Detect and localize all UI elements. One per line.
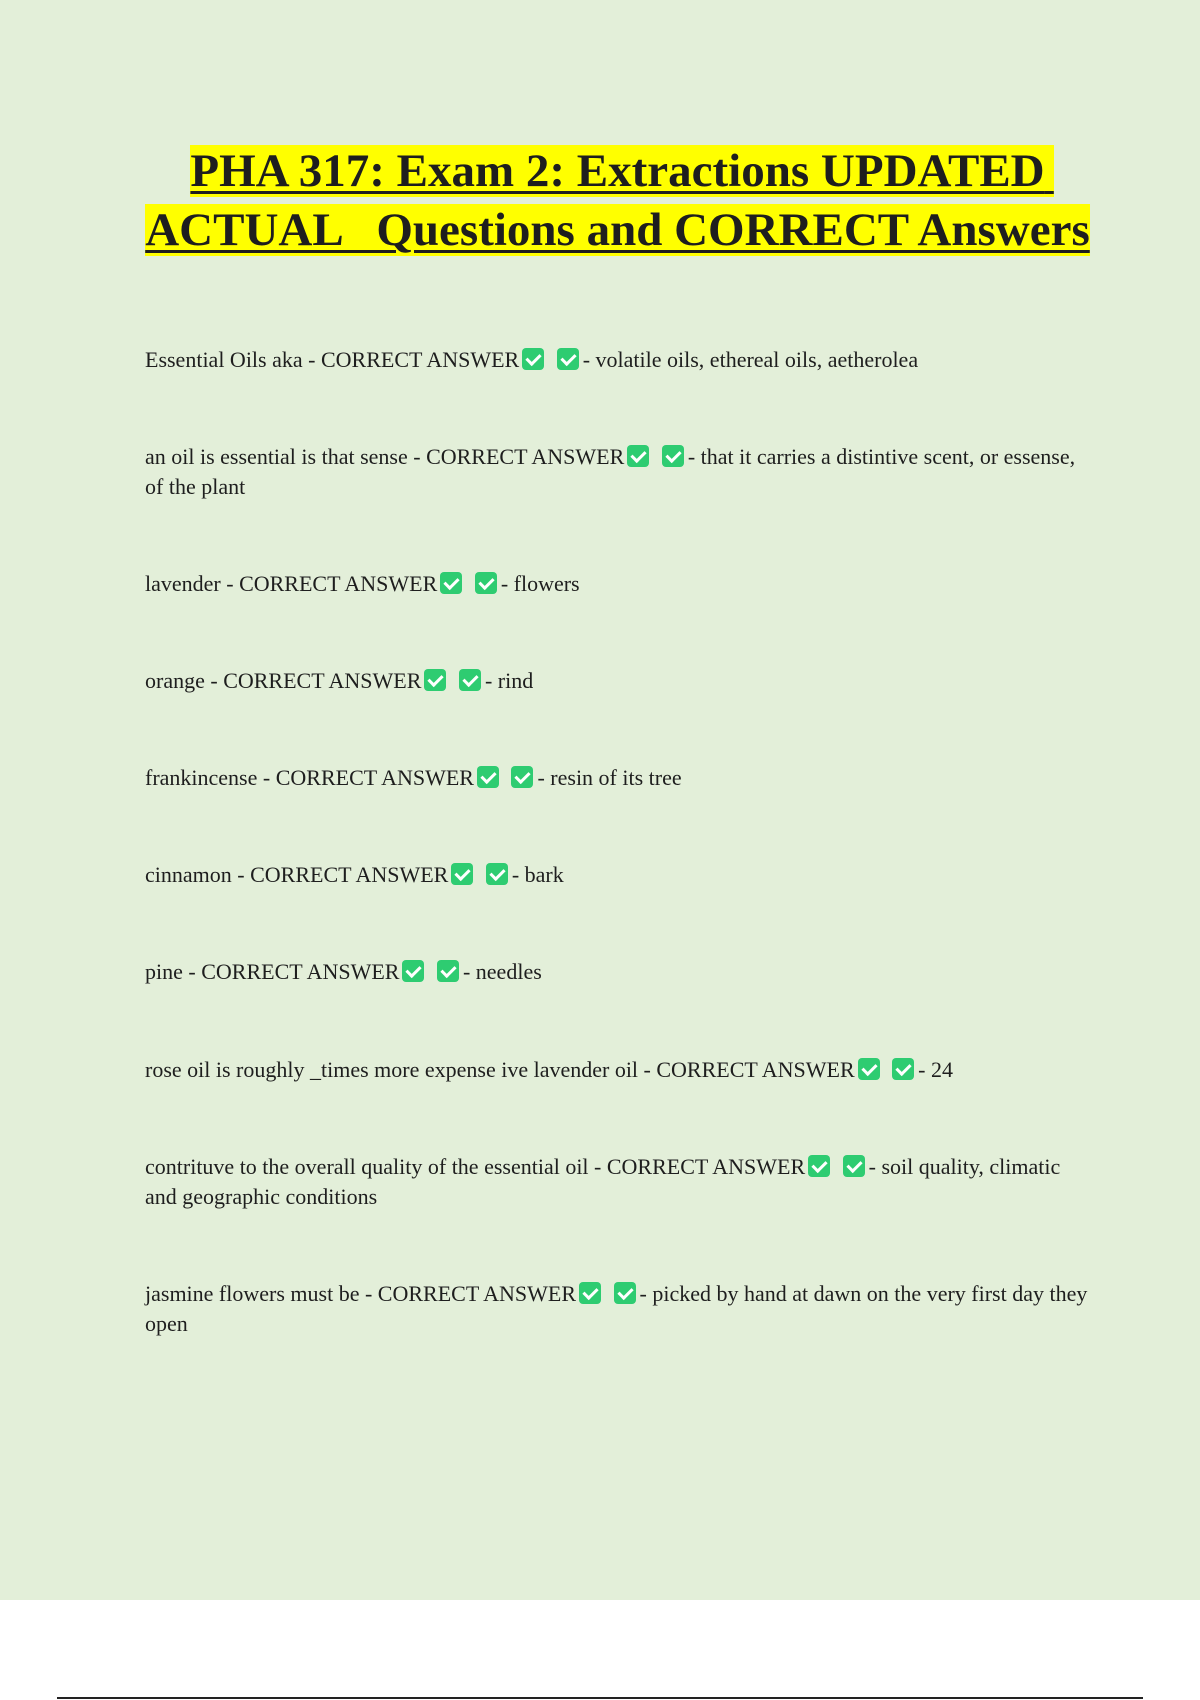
qa-item: orange - CORRECT ANSWER - rind (145, 668, 534, 693)
check-mark-icon (477, 766, 499, 788)
qa-item: frankincense - CORRECT ANSWER - resin of its tree (145, 765, 682, 790)
qa-item: jasmine flowers must be - CORRECT ANSWER - picked by hand at dawn on the very first day they open (145, 1281, 1088, 1336)
answer-marker: CORRECT ANSWER (426, 444, 625, 469)
document-title: PHA 317: Exam 2: Extractions UPDATED ACTUAL Questions and CORRECT Answers (145, 145, 1090, 256)
question-text: rose oil is roughly _times more expense ive lavender oil (145, 1057, 639, 1082)
check-mark-icon (402, 960, 424, 982)
answer-text: bark (524, 862, 564, 887)
answer-marker: CORRECT ANSWER (239, 571, 438, 596)
check-mark-icon (614, 1282, 636, 1304)
question-text: jasmine flowers must be (145, 1281, 360, 1306)
question-text: pine (145, 959, 183, 984)
question-text: lavender (145, 571, 221, 596)
answer-text: soil quality, climatic and geographic conditions (145, 1154, 1061, 1209)
answer-text: needles (475, 959, 542, 984)
check-mark-icon (475, 572, 497, 594)
question-text: an oil is essential is that sense (145, 444, 408, 469)
check-mark-icon (627, 445, 649, 467)
check-mark-icon (440, 572, 462, 594)
qa-item: contrituve to the overall quality of the essential oil - CORRECT ANSWER - soil quality, climatic and geographic conditions (145, 1154, 1061, 1209)
answer-marker: CORRECT ANSWER (223, 668, 422, 693)
check-mark-icon (843, 1155, 865, 1177)
check-mark-icon (858, 1058, 880, 1080)
question-text: orange (145, 668, 205, 693)
qa-item: Essential Oils aka - CORRECT ANSWER - volatile oils, ethereal oils, aetherolea (145, 347, 919, 372)
check-mark-icon (662, 445, 684, 467)
check-mark-icon (579, 1282, 601, 1304)
answer-marker: CORRECT ANSWER (201, 959, 400, 984)
check-mark-icon (424, 669, 446, 691)
answer-marker: CORRECT ANSWER (656, 1057, 855, 1082)
answer-text: picked by hand at dawn on the very first day they open (145, 1281, 1088, 1336)
check-mark-icon (808, 1155, 830, 1177)
qa-item: pine - CORRECT ANSWER - needles (145, 959, 542, 984)
answer-text: volatile oils, ethereal oils, aetherolea (595, 347, 919, 372)
check-mark-icon (486, 863, 508, 885)
check-mark-icon (511, 766, 533, 788)
question-text: cinnamon (145, 862, 232, 887)
question-text: contrituve to the overall quality of the essential oil (145, 1154, 589, 1179)
answer-text: rind (497, 668, 534, 693)
page-footer-divider (57, 1697, 1143, 1699)
qa-item: lavender - CORRECT ANSWER - flowers (145, 571, 580, 596)
check-mark-icon (459, 669, 481, 691)
check-mark-icon (451, 863, 473, 885)
check-mark-icon (557, 348, 579, 370)
qa-item: cinnamon - CORRECT ANSWER - bark (145, 862, 564, 887)
answer-text: that it carries a distintive scent, or essense, of the plant (145, 444, 1076, 499)
check-mark-icon (892, 1058, 914, 1080)
answer-marker: CORRECT ANSWER (606, 1154, 806, 1179)
qa-item: an oil is essential is that sense - CORRECT ANSWER - that it carries a distintive scent, or essense, of the plant (145, 444, 1076, 499)
check-mark-icon (437, 960, 459, 982)
qa-item: rose oil is roughly _times more expense ive lavender oil - CORRECT ANSWER - 24 (145, 1057, 953, 1082)
answer-marker: CORRECT ANSWER (377, 1281, 577, 1306)
answer-marker: CORRECT ANSWER (250, 862, 449, 887)
question-text: frankincense (145, 765, 258, 790)
answer-text: 24 (930, 1057, 953, 1082)
answer-text: flowers (513, 571, 580, 596)
answer-marker: CORRECT ANSWER (320, 347, 520, 372)
answer-text: resin of its tree (550, 765, 682, 790)
question-text: Essential Oils aka (145, 347, 303, 372)
check-mark-icon (522, 348, 544, 370)
answer-marker: CORRECT ANSWER (275, 765, 474, 790)
